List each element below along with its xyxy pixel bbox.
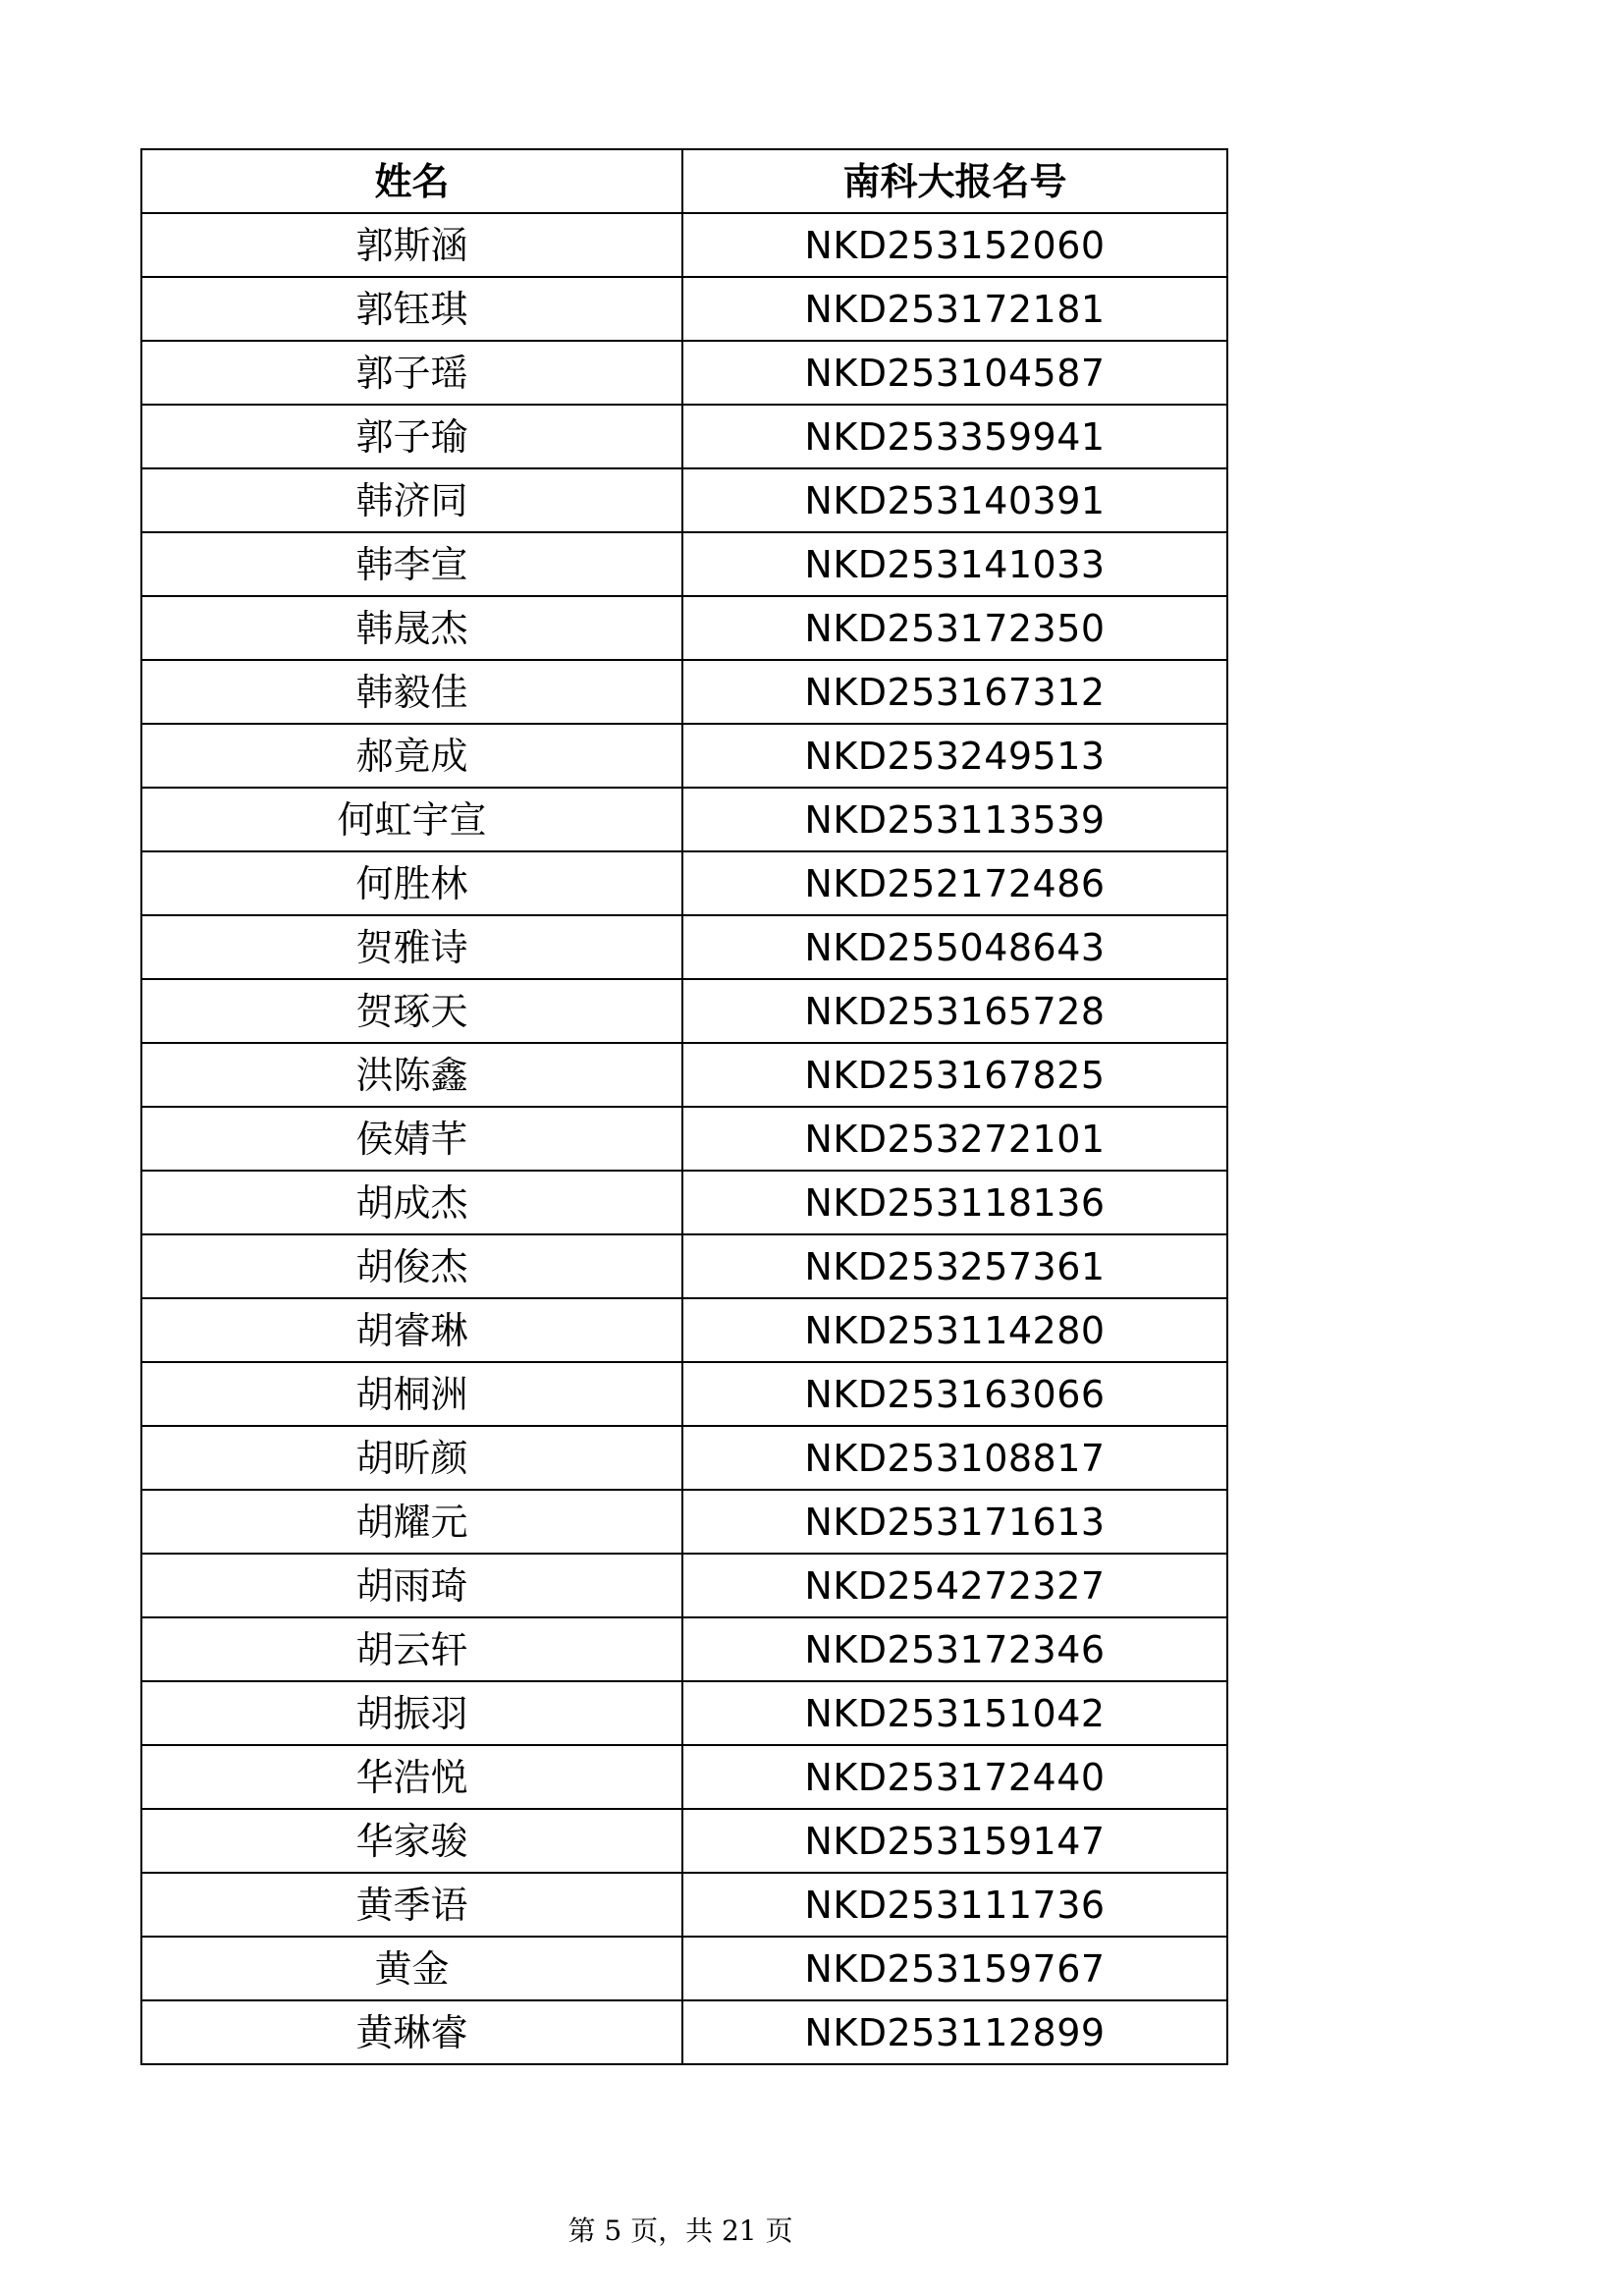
table-body [141, 213, 1227, 2064]
table-row [141, 1171, 1227, 1234]
name-cell: 胡雨琦 [141, 1554, 682, 1617]
registration-id-cell: NKD253167825 [682, 1043, 1227, 1107]
registration-id-cell: NKD253257361 [682, 1234, 1227, 1298]
registration-id-cell: NKD253172440 [682, 1745, 1227, 1809]
name-cell: 贺琢天 [141, 979, 682, 1043]
name-cell: 韩晟杰 [141, 596, 682, 660]
page-footer: 第 5 页，共 21 页 [568, 2214, 793, 2247]
table-row [141, 788, 1227, 851]
table-row [141, 1362, 1227, 1426]
registration-id-cell: NKD253165728 [682, 979, 1227, 1043]
registration-id-cell: NKD255048643 [682, 915, 1227, 979]
name-cell: 胡睿琳 [141, 1298, 682, 1362]
name-cell: 韩毅佳 [141, 660, 682, 724]
table-row [141, 1681, 1227, 1745]
registration-id-cell: NKD253114280 [682, 1298, 1227, 1362]
name-cell: 华家骏 [141, 1809, 682, 1873]
name-cell: 郭钰琪 [141, 277, 682, 341]
table-row [141, 277, 1227, 341]
name-cell: 胡昕颜 [141, 1426, 682, 1490]
name-cell: 胡成杰 [141, 1171, 682, 1234]
name-cell: 何虹宇宣 [141, 788, 682, 851]
registration-id-cell: NKD253172181 [682, 277, 1227, 341]
registration-id-cell: NKD253172350 [682, 596, 1227, 660]
name-cell: 胡云轩 [141, 1617, 682, 1681]
registration-id-cell: NKD254272327 [682, 1554, 1227, 1617]
registration-id-cell: NKD253118136 [682, 1171, 1227, 1234]
table-row [141, 660, 1227, 724]
table-row [141, 2000, 1227, 2064]
header-row [141, 149, 1227, 213]
table-row [141, 915, 1227, 979]
table-header [141, 149, 1227, 213]
registration-id-cell: NKD253171613 [682, 1490, 1227, 1554]
registration-id-cell: NKD253163066 [682, 1362, 1227, 1426]
registration-id-cell: NKD253272101 [682, 1107, 1227, 1171]
table-row [141, 341, 1227, 405]
header-registration-id: 南科大报名号 [682, 149, 1227, 213]
registration-id-cell: NKD253167312 [682, 660, 1227, 724]
table-row [141, 1234, 1227, 1298]
table-row [141, 1554, 1227, 1617]
name-cell: 胡耀元 [141, 1490, 682, 1554]
name-cell: 郝竟成 [141, 724, 682, 788]
name-cell: 韩李宣 [141, 532, 682, 596]
registration-id-cell: NKD253152060 [682, 213, 1227, 277]
registration-id-cell: NKD253249513 [682, 724, 1227, 788]
registration-id-cell: NKD253112899 [682, 2000, 1227, 2064]
table-row [141, 532, 1227, 596]
registration-id-cell: NKD253140391 [682, 468, 1227, 532]
registration-id-cell: NKD253159767 [682, 1937, 1227, 2000]
name-cell: 胡振羽 [141, 1681, 682, 1745]
name-cell: 胡桐洲 [141, 1362, 682, 1426]
header-name: 姓名 [141, 149, 682, 213]
registration-id-cell: NKD253108817 [682, 1426, 1227, 1490]
table-row [141, 851, 1227, 915]
registration-id-cell: NKD253141033 [682, 532, 1227, 596]
registration-id-cell: NKD253159147 [682, 1809, 1227, 1873]
name-cell: 韩济同 [141, 468, 682, 532]
registration-id-cell: NKD253359941 [682, 405, 1227, 468]
table-row [141, 1745, 1227, 1809]
table-row [141, 213, 1227, 277]
table-row [141, 405, 1227, 468]
name-cell: 贺雅诗 [141, 915, 682, 979]
table-row [141, 1298, 1227, 1362]
name-cell: 侯婧芊 [141, 1107, 682, 1171]
name-cell: 郭子瑶 [141, 341, 682, 405]
table-row [141, 724, 1227, 788]
table-row [141, 1873, 1227, 1937]
name-cell: 黄金 [141, 1937, 682, 2000]
registration-id-cell: NKD253113539 [682, 788, 1227, 851]
table-row [141, 468, 1227, 532]
name-cell: 黄琳睿 [141, 2000, 682, 2064]
name-cell: 郭斯涵 [141, 213, 682, 277]
registration-id-cell: NKD253151042 [682, 1681, 1227, 1745]
registration-id-cell: NKD253172346 [682, 1617, 1227, 1681]
table-row [141, 1617, 1227, 1681]
registration-id-cell: NKD252172486 [682, 851, 1227, 915]
table-row [141, 1043, 1227, 1107]
table-row [141, 979, 1227, 1043]
table-row [141, 596, 1227, 660]
table-row [141, 1809, 1227, 1873]
table-row [141, 1490, 1227, 1554]
table-row [141, 1426, 1227, 1490]
table-row [141, 1937, 1227, 2000]
name-cell: 华浩悦 [141, 1745, 682, 1809]
name-cell: 郭子瑜 [141, 405, 682, 468]
name-cell: 黄季语 [141, 1873, 682, 1937]
registration-id-cell: NKD253104587 [682, 341, 1227, 405]
name-cell: 胡俊杰 [141, 1234, 682, 1298]
name-cell: 何胜林 [141, 851, 682, 915]
registration-id-cell: NKD253111736 [682, 1873, 1227, 1937]
registration-table [140, 148, 1228, 2065]
table-row [141, 1107, 1227, 1171]
name-cell: 洪陈鑫 [141, 1043, 682, 1107]
